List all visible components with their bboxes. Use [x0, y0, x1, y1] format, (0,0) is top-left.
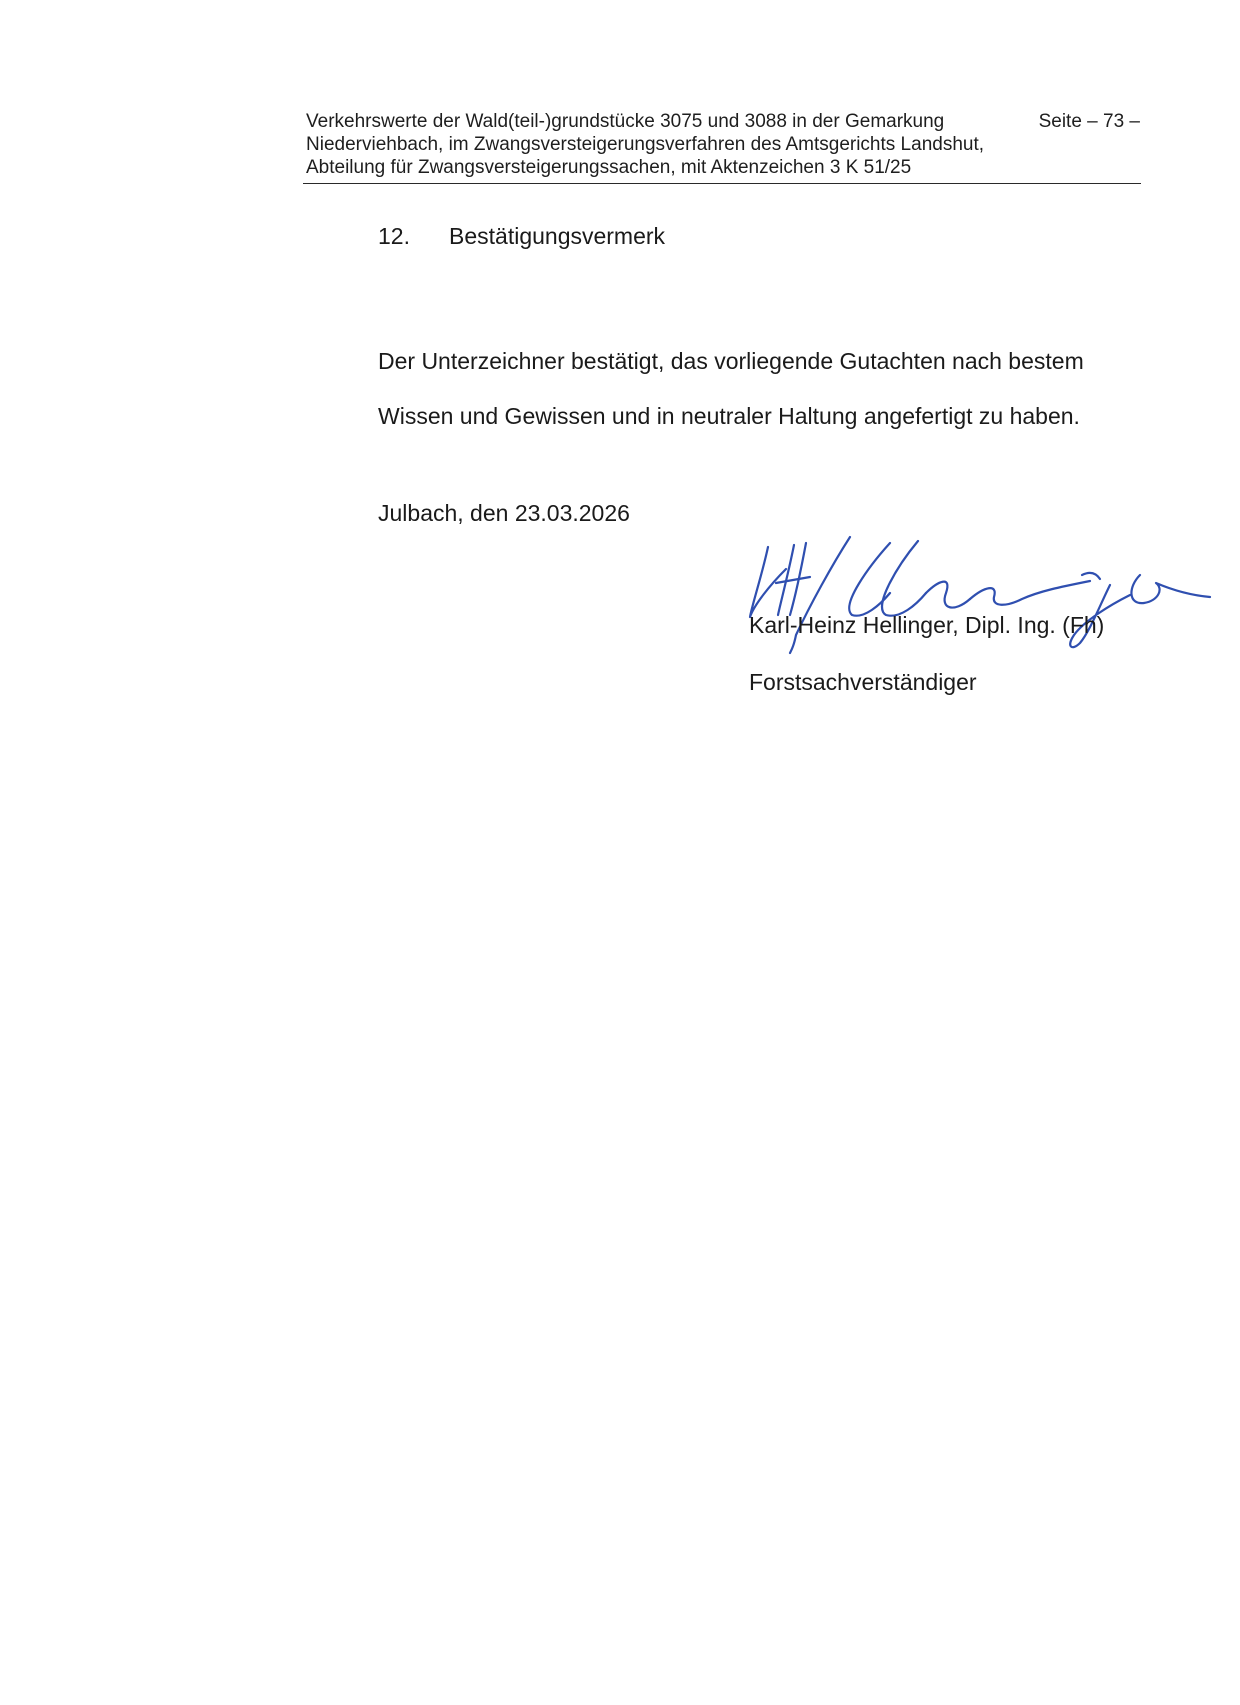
header-divider — [303, 183, 1141, 184]
header-line-2: Niederviehbach, im Zwangsversteigerungsverfahren des Amtsgerichts Landshut, — [306, 134, 985, 155]
signer-title: Forstsachverständiger — [749, 669, 977, 695]
section-number: 12. — [378, 223, 410, 249]
confirmation-line-2: Wissen und Gewissen und in neutraler Haltung angefertigt zu haben. — [378, 403, 1080, 429]
place-and-date: Julbach, den 23.03.2026 — [378, 500, 630, 526]
page-number: Seite – 73 – — [1038, 111, 1140, 132]
confirmation-line-1: Der Unterzeichner bestätigt, das vorliegende Gutachten nach bestem — [378, 348, 1084, 374]
page-header — [306, 110, 1140, 179]
header-line-1: Verkehrswerte der Wald(teil-)grundstücke 3075 und 3088 in der Gemarkung — [306, 111, 945, 132]
signer-name: Karl-Heinz Hellinger, Dipl. Ing. (Fh) — [749, 612, 1105, 638]
confirmation-text — [378, 334, 1138, 444]
section-heading — [378, 223, 665, 250]
section-title: Bestätigungsvermerk — [449, 223, 666, 249]
header-line-3: Abteilung für Zwangsversteigerungssachen, mit Aktenzeichen 3 K 51/25 — [306, 157, 912, 178]
